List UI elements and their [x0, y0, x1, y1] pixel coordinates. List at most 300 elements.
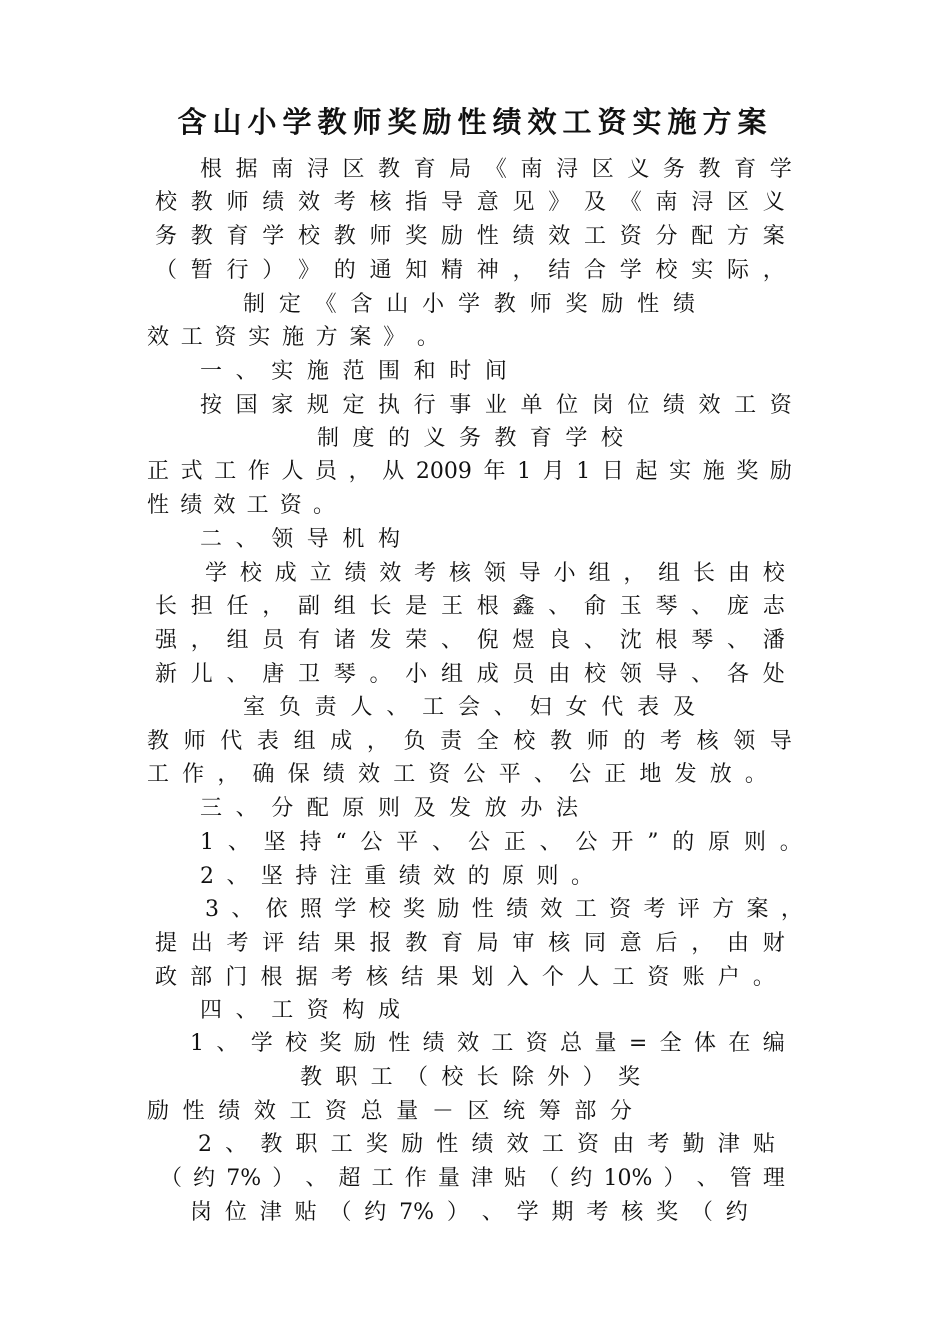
text-token: 。 — [752, 965, 775, 990]
text-token: 的 — [333, 258, 356, 283]
text-token: （ — [405, 1065, 428, 1090]
text-token: 7% — [226, 1166, 262, 1191]
text-token: 结 — [298, 931, 321, 956]
text-token: 账 — [682, 965, 705, 990]
text-token: 资 — [214, 325, 237, 350]
text-token: 绩 — [512, 224, 535, 249]
text-token: 单 — [520, 393, 543, 418]
text-token: 性 — [388, 1031, 411, 1056]
text-token: 编 — [762, 1031, 785, 1056]
text-line-19 — [147, 760, 767, 790]
text-token: 教 — [405, 931, 428, 956]
text-token: 按 — [200, 393, 223, 418]
text-token: 校 — [600, 426, 623, 451]
text-token: 方 — [712, 897, 735, 922]
section-heading-4 — [200, 996, 400, 1026]
text-token: 导 — [655, 662, 678, 687]
text-line-24 — [155, 929, 785, 959]
text-token: 则 — [536, 864, 559, 889]
text-token: 领 — [733, 729, 756, 754]
text-token: 组 — [658, 561, 681, 586]
text-token: 学 — [457, 292, 480, 317]
text-token: 负 — [278, 695, 301, 720]
text-token: 考 — [330, 965, 353, 990]
text-token: 、 — [691, 662, 714, 687]
text-token: 奖 — [403, 897, 426, 922]
text-token: 2 — [198, 1132, 212, 1157]
text-token: 教 — [147, 729, 170, 754]
text-line-18 — [147, 727, 792, 757]
text-token: 责 — [314, 695, 337, 720]
text-token: 南 — [655, 190, 678, 215]
text-token: 俞 — [584, 594, 607, 619]
text-token: 奖 — [365, 1132, 388, 1157]
text-token: 工 — [330, 1132, 353, 1157]
text-token: 励 — [353, 1031, 376, 1056]
text-token: 评 — [262, 931, 285, 956]
text-token: 放 — [709, 762, 732, 787]
text-token: 组 — [333, 594, 356, 619]
text-token: 、 — [727, 628, 750, 653]
text-token: 平 — [396, 830, 419, 855]
text-token: 良 — [548, 628, 571, 653]
text-token: 暂 — [190, 258, 213, 283]
text-token: 区 — [727, 190, 750, 215]
text-token: “ — [335, 830, 347, 855]
text-token: 开 — [611, 830, 634, 855]
text-token: 考 — [226, 931, 249, 956]
text-token: 在 — [728, 1031, 751, 1056]
text-token: 》 — [383, 325, 406, 350]
text-token: 划 — [471, 965, 494, 990]
text-token: 勤 — [682, 1132, 705, 1157]
text-token: 考 — [659, 729, 682, 754]
text-token: 有 — [298, 628, 321, 653]
text-token: 平 — [498, 762, 521, 787]
text-line-10 — [147, 457, 792, 487]
text-token: 发 — [674, 762, 697, 787]
text-token: 制 — [243, 292, 266, 317]
text-token: 报 — [369, 931, 392, 956]
text-token: 案 — [349, 325, 372, 350]
text-token: 、 — [441, 628, 464, 653]
text-line-1 — [200, 155, 792, 185]
text-token: 四 — [200, 998, 223, 1023]
text-token: 领 — [483, 561, 506, 586]
text-token: 绩 — [506, 897, 529, 922]
text-token: 、 — [231, 897, 254, 922]
text-token: （ — [160, 1166, 183, 1191]
text-token: 校 — [513, 729, 536, 754]
text-token: 性 — [637, 292, 660, 317]
text-token: 《 — [314, 292, 337, 317]
text-token: 效 — [253, 1099, 276, 1124]
text-token: 外 — [547, 1065, 570, 1090]
text-token: 、 — [386, 695, 409, 720]
text-token: 作 — [182, 762, 205, 787]
text-token: 约 — [725, 1200, 748, 1225]
text-token: 教 — [494, 426, 517, 451]
text-token: 性 — [182, 1099, 205, 1124]
text-token: 公 — [463, 762, 486, 787]
text-token: 核 — [621, 1200, 644, 1225]
text-token: 分 — [609, 1099, 632, 1124]
text-token: 位 — [556, 393, 579, 418]
text-token: 根 — [655, 628, 678, 653]
text-token: 公 — [569, 762, 592, 787]
text-token: 代 — [220, 729, 243, 754]
text-token: 绩 — [471, 1132, 494, 1157]
text-token: 保 — [287, 762, 310, 787]
text-token: 校 — [285, 1031, 308, 1056]
text-token: 煜 — [512, 628, 535, 653]
text-token: 门 — [225, 965, 248, 990]
text-token: 业 — [484, 393, 507, 418]
text-token: ） — [663, 1166, 686, 1191]
text-token: 学 — [334, 897, 357, 922]
text-token: 学 — [516, 1200, 539, 1225]
text-token: 重 — [364, 864, 387, 889]
text-token: 义 — [423, 426, 446, 451]
text-token: 工 — [180, 325, 203, 350]
text-token: 绩 — [322, 762, 345, 787]
text-token: 导 — [769, 729, 792, 754]
text-token: 、 — [548, 594, 571, 619]
text-token: 量 — [437, 1166, 460, 1191]
text-token: 、 — [235, 527, 258, 552]
text-token: ， — [780, 897, 803, 922]
text-token: 法 — [555, 796, 578, 821]
text-token: 性 — [147, 493, 170, 518]
text-token: 教 — [333, 224, 356, 249]
text-token: 事 — [449, 393, 472, 418]
text-token: 绩 — [180, 493, 203, 518]
text-token: 后 — [655, 931, 678, 956]
text-token: 奖 — [736, 459, 759, 484]
text-token: 师 — [369, 224, 392, 249]
text-token: 校 — [762, 561, 785, 586]
text-token: 工 — [271, 998, 294, 1023]
text-token: 由 — [612, 1132, 635, 1157]
text-token: 范 — [342, 359, 365, 384]
text-token: 导 — [518, 561, 541, 586]
text-token: 绩 — [344, 561, 367, 586]
text-line-25 — [155, 963, 775, 993]
text-token: 精 — [441, 258, 464, 283]
text-token: 妇 — [529, 695, 552, 720]
text-token: － — [431, 1099, 454, 1124]
text-token: 正 — [147, 459, 170, 484]
text-token: 构 — [342, 998, 365, 1023]
text-token: 员 — [315, 459, 338, 484]
text-token: 全 — [659, 1031, 682, 1056]
text-token: 公 — [467, 830, 490, 855]
text-token: 奖 — [656, 1200, 679, 1225]
text-token: 育 — [734, 157, 757, 182]
text-token: 筹 — [538, 1099, 561, 1124]
text-token: 校 — [655, 258, 678, 283]
text-token: 约 — [193, 1166, 216, 1191]
section-heading-3 — [200, 794, 578, 824]
text-token: 资 — [279, 493, 302, 518]
text-token: 起 — [635, 459, 658, 484]
text-token: 作 — [404, 1166, 427, 1191]
text-token: 效 — [379, 561, 402, 586]
text-token: 2 — [200, 864, 214, 889]
text-token: 表 — [256, 729, 279, 754]
text-token: 校 — [584, 662, 607, 687]
text-token: 、 — [432, 830, 455, 855]
text-token: 奖 — [617, 1065, 640, 1090]
text-token: 教 — [378, 157, 401, 182]
text-token: 效 — [698, 393, 721, 418]
text-token: ， — [623, 561, 646, 586]
text-line-32 — [190, 1198, 748, 1228]
text-token: 。 — [744, 762, 767, 787]
text-token: 女 — [565, 695, 588, 720]
text-token: 卫 — [298, 662, 321, 687]
text-token: 1 — [200, 830, 214, 855]
text-token: 沈 — [619, 628, 642, 653]
text-token: 正 — [604, 762, 627, 787]
text-token: 、 — [227, 830, 250, 855]
text-token: 度 — [352, 426, 375, 451]
text-token: 务 — [458, 426, 481, 451]
text-token: ， — [262, 594, 285, 619]
text-token: 师 — [529, 292, 552, 317]
text-token: 长 — [369, 594, 392, 619]
text-token: 工 — [491, 1031, 514, 1056]
text-token: 玉 — [619, 594, 642, 619]
text-token: 员 — [262, 628, 285, 653]
text-token: 核 — [548, 931, 571, 956]
text-line-2 — [155, 188, 785, 218]
text-token: 构 — [377, 527, 400, 552]
text-token: 家 — [271, 393, 294, 418]
text-token: 提 — [155, 931, 178, 956]
text-token: 作 — [247, 459, 270, 484]
text-token: 资 — [609, 897, 632, 922]
text-token: 和 — [413, 359, 436, 384]
text-token: 施 — [281, 325, 304, 350]
text-token: 3 — [205, 897, 219, 922]
text-token: 琴 — [333, 662, 356, 687]
text-token: 义 — [627, 157, 650, 182]
text-token: 果 — [436, 965, 459, 990]
text-token: 则 — [377, 796, 400, 821]
text-token: 及 — [413, 796, 436, 821]
text-token: 。 — [570, 864, 593, 889]
text-token: ） — [446, 1200, 469, 1225]
text-token: 部 — [190, 965, 213, 990]
text-token: 、 — [235, 359, 258, 384]
text-token: 同 — [584, 931, 607, 956]
text-token: 成 — [377, 998, 400, 1023]
text-token: 领 — [271, 527, 294, 552]
text-token: ） — [582, 1065, 605, 1090]
text-token: 工 — [214, 459, 237, 484]
text-token: 职 — [295, 1132, 318, 1157]
text-token: = — [628, 1031, 648, 1056]
text-token: （ — [155, 258, 178, 283]
text-token: 分 — [271, 796, 294, 821]
text-token: 合 — [584, 258, 607, 283]
text-token: 、 — [226, 864, 249, 889]
text-token: 政 — [155, 965, 178, 990]
text-token: 唐 — [262, 662, 285, 687]
text-token: 绩 — [422, 1031, 445, 1056]
text-token: 执 — [378, 393, 401, 418]
text-token: 超 — [338, 1166, 361, 1191]
text-token: 效 — [433, 864, 456, 889]
text-token: 财 — [762, 931, 785, 956]
text-token: 配 — [306, 796, 329, 821]
text-token: 分 — [655, 224, 678, 249]
text-token: 绩 — [398, 864, 421, 889]
text-token: 》 — [298, 258, 321, 283]
text-token: 一 — [200, 359, 223, 384]
text-token: 10% — [603, 1166, 653, 1191]
text-token: 琴 — [655, 594, 678, 619]
text-token: 工 — [574, 897, 597, 922]
text-token: 个 — [541, 965, 564, 990]
text-token: 校 — [155, 190, 178, 215]
text-token: 定 — [342, 393, 365, 418]
text-token: ， — [190, 628, 213, 653]
text-token: 绩 — [672, 292, 695, 317]
text-token: 南 — [520, 157, 543, 182]
text-token: 局 — [476, 931, 499, 956]
text-token: 际 — [727, 258, 750, 283]
text-token: ） — [262, 258, 285, 283]
text-token: 学 — [262, 224, 285, 249]
text-token: 资 — [619, 224, 642, 249]
text-token: 、 — [481, 1200, 504, 1225]
text-token: 奖 — [565, 292, 588, 317]
text-token: 岗 — [591, 393, 614, 418]
text-token: 二 — [200, 527, 223, 552]
text-token: 教 — [493, 292, 516, 317]
text-token: 任 — [226, 594, 249, 619]
text-token: 放 — [484, 796, 507, 821]
text-token: 教 — [260, 1132, 283, 1157]
text-token: 人 — [281, 459, 304, 484]
text-token: 校 — [368, 897, 391, 922]
text-token: 持 — [299, 830, 322, 855]
text-token: 效 — [298, 190, 321, 215]
text-token: 的 — [387, 426, 410, 451]
text-token: 考 — [647, 1132, 670, 1157]
text-token: ， — [762, 258, 785, 283]
text-token: 、 — [493, 695, 516, 720]
text-token: 务 — [662, 157, 685, 182]
text-token: 总 — [560, 1031, 583, 1056]
text-token: 资 — [647, 965, 670, 990]
text-token: 负 — [403, 729, 426, 754]
text-token: 量 — [594, 1031, 617, 1056]
text-token: 施 — [702, 459, 725, 484]
text-token: 立 — [309, 561, 332, 586]
text-token: 义 — [762, 190, 785, 215]
text-line-28 — [300, 1063, 640, 1093]
text-token: 组 — [441, 662, 464, 687]
text-token: 核 — [366, 965, 389, 990]
text-token: 核 — [369, 190, 392, 215]
text-token: 施 — [306, 359, 329, 384]
text-token: 庞 — [727, 594, 750, 619]
text-line-16 — [155, 660, 785, 690]
text-token: 琴 — [691, 628, 714, 653]
section-heading-1 — [200, 357, 507, 387]
text-token: 工 — [147, 762, 170, 787]
text-token: ， — [348, 459, 371, 484]
text-token: 师 — [183, 729, 206, 754]
text-token: 制 — [317, 426, 340, 451]
text-token: 案 — [762, 224, 785, 249]
text-token: 荣 — [405, 628, 428, 653]
text-token: 1 — [517, 459, 532, 484]
text-token: 根 — [476, 594, 499, 619]
text-token: 工 — [246, 493, 269, 518]
text-token: 校 — [298, 224, 321, 249]
text-token: 2009 — [415, 459, 472, 484]
text-token: 教 — [698, 157, 721, 182]
text-token: 小 — [422, 292, 445, 317]
text-token: 、 — [691, 594, 714, 619]
text-token: 、 — [305, 1166, 328, 1191]
text-token: 担 — [190, 594, 213, 619]
text-token: 公 — [360, 830, 383, 855]
text-token: 组 — [226, 628, 249, 653]
text-token: 办 — [520, 796, 543, 821]
text-token: 实 — [248, 325, 271, 350]
text-token: 津 — [717, 1132, 740, 1157]
text-token: 浔 — [691, 190, 714, 215]
text-line-30 — [198, 1130, 775, 1160]
text-token: 1 — [190, 1031, 204, 1056]
text-token: 公 — [575, 830, 598, 855]
text-token: 。 — [416, 325, 439, 350]
text-token: 学 — [250, 1031, 273, 1056]
text-token: 原 — [342, 796, 365, 821]
text-token: 坚 — [260, 864, 283, 889]
text-token: （ — [329, 1200, 352, 1225]
text-token: 王 — [441, 594, 464, 619]
text-token: 照 — [300, 897, 323, 922]
text-token: 确 — [252, 762, 275, 787]
text-token: 育 — [413, 157, 436, 182]
text-token: 奖 — [405, 224, 428, 249]
text-token: 户 — [717, 965, 740, 990]
text-token: 绩 — [662, 393, 685, 418]
text-token: 务 — [155, 224, 178, 249]
text-token: 小 — [405, 662, 428, 687]
text-token: 原 — [708, 830, 731, 855]
text-line-11 — [147, 491, 335, 521]
text-token: 通 — [369, 258, 392, 283]
text-token: 学 — [205, 561, 228, 586]
text-token: 责 — [440, 729, 463, 754]
text-token: 儿 — [190, 662, 213, 687]
text-token: 据 — [295, 965, 318, 990]
text-line-22 — [200, 862, 593, 892]
text-token: 结 — [401, 965, 424, 990]
text-token: 效 — [456, 1031, 479, 1056]
text-line-23 — [205, 895, 803, 925]
text-token: 、 — [533, 762, 556, 787]
text-token: 实 — [691, 258, 714, 283]
text-token: 诸 — [333, 628, 356, 653]
